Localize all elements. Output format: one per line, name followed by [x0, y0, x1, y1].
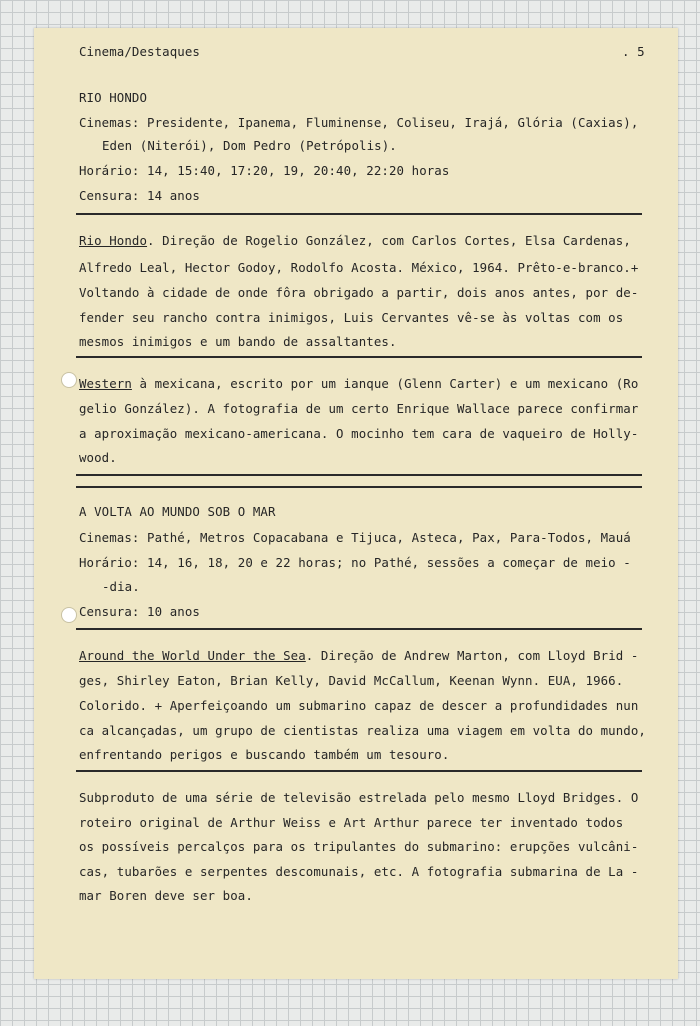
film2-horario: Horário: 14, 16, 18, 20 e 22 horas; no Pathé, sessões a começar de meio -	[79, 555, 631, 570]
divider	[76, 628, 642, 630]
film2-synopsis-line: enfrentando perigos e buscando também um tesouro.	[79, 747, 450, 762]
film1-synopsis-title: Rio Hondo	[79, 233, 148, 248]
divider	[76, 486, 642, 488]
film2-review-line: mar Boren deve ser boa.	[79, 888, 253, 903]
film2-review-line: os possíveis percalços para os tripulantes do submarino: erupções vulcâni-	[79, 839, 639, 854]
film1-review-line	[79, 376, 638, 391]
film2-censura: Censura: 10 anos	[79, 604, 200, 619]
film1-synopsis-line: Alfredo Leal, Hector Godoy, Rodolfo Acosta. México, 1964. Prêto-e-branco.+	[79, 260, 639, 275]
film2-review-line: cas, tubarões e serpentes descomunais, etc. A fotografia submarina de La -	[79, 864, 639, 879]
film1-synopsis-line: Voltando à cidade de onde fôra obrigado a partir, dois anos antes, por de-	[79, 285, 639, 300]
film2-synopsis-line: ca alcançadas, um grupo de cientistas realiza uma viagem em volta do mundo,	[79, 723, 646, 738]
film1-review-line: wood.	[79, 450, 117, 465]
binder-hole-bottom	[61, 607, 77, 623]
film1-review-line: gelio González). A fotografia de um certo Enrique Wallace parece confirmar	[79, 401, 639, 416]
film2-horario-cont: -dia.	[102, 579, 140, 594]
divider	[76, 213, 642, 215]
section-header: Cinema/Destaques	[79, 44, 200, 59]
film2-review-line: roteiro original de Arthur Weiss e Art Arthur parece ter inventado todos	[79, 815, 624, 830]
film1-cinemas: Cinemas: Presidente, Ipanema, Fluminense, Coliseu, Irajá, Glória (Caxias),	[79, 115, 639, 130]
film1-synopsis-line	[79, 233, 631, 248]
film2-synopsis-title: Around the World Under the Sea	[79, 648, 306, 663]
film1-synopsis-line: mesmos inimigos e um bando de assaltantes.	[79, 334, 397, 349]
film1-review-text: à mexicana, escrito por um ianque (Glenn Carter) e um mexicano (Ro	[131, 376, 639, 391]
film1-cinemas-cont: Eden (Niterói), Dom Pedro (Petrópolis).	[102, 138, 397, 153]
film1-synopsis-line: fender seu rancho contra inimigos, Luis Cervantes vê-se às voltas com os	[79, 310, 624, 325]
binder-hole-top	[61, 372, 77, 388]
film2-title: A VOLTA AO MUNDO SOB O MAR	[79, 504, 276, 519]
film1-review-line: a aproximação mexicano-americana. O mocinho tem cara de vaqueiro de Holly-	[79, 426, 639, 441]
film1-title: RIO HONDO	[79, 90, 148, 105]
film1-censura: Censura: 14 anos	[79, 188, 200, 203]
film2-synopsis-text: . Direção de Andrew Marton, com Lloyd Brid -	[305, 648, 639, 663]
film2-synopsis-line	[79, 648, 638, 663]
page-number: . 5	[622, 44, 645, 59]
film2-synopsis-line: Colorido. + Aperfeiçoando um submarino capaz de descer a profundidades nun	[79, 698, 639, 713]
film1-synopsis-text: . Direção de Rogelio González, com Carlos Cortes, Elsa Cardenas,	[147, 233, 631, 248]
film2-synopsis-line: ges, Shirley Eaton, Brian Kelly, David McCallum, Keenan Wynn. EUA, 1966.	[79, 673, 624, 688]
film2-review-line: Subproduto de uma série de televisão estrelada pelo mesmo Lloyd Bridges. O	[79, 790, 639, 805]
film1-horario: Horário: 14, 15:40, 17:20, 19, 20:40, 22:20 horas	[79, 163, 450, 178]
film1-review-keyword: Western	[79, 376, 132, 391]
divider	[76, 770, 642, 772]
divider	[76, 474, 642, 476]
film2-cinemas: Cinemas: Pathé, Metros Copacabana e Tijuca, Asteca, Pax, Para-Todos, Mauá	[79, 530, 631, 545]
typed-page	[34, 28, 678, 979]
divider	[76, 356, 642, 358]
